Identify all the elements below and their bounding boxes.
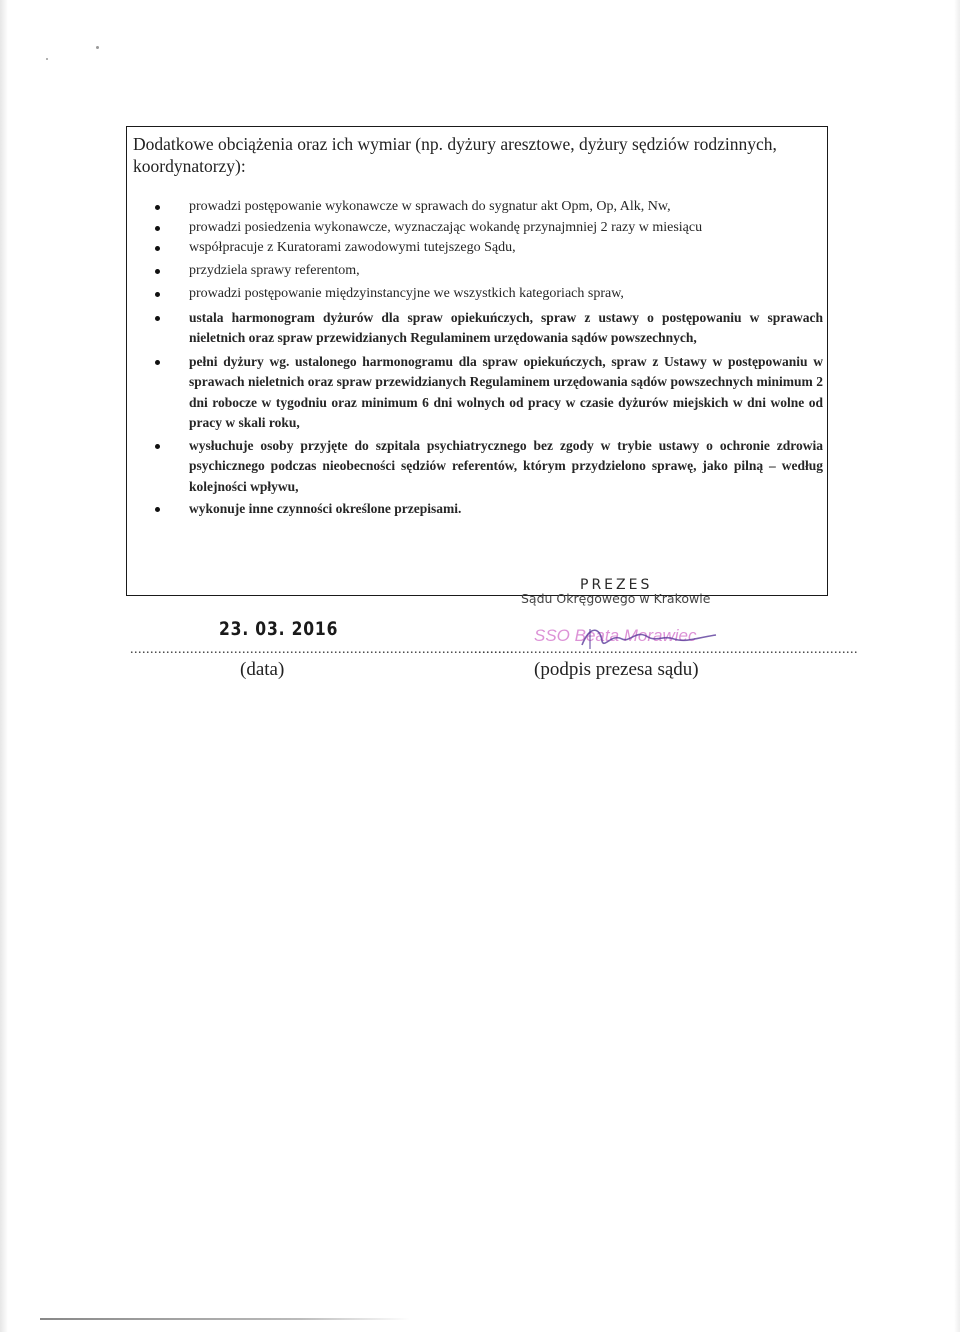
list-item: [127, 436, 827, 498]
date-dotted-line: ................................................................................................: [130, 642, 514, 657]
list-item-text: prowadzi postępowanie międzyinstancyjne we wszystkich kategoriach spraw,: [189, 286, 624, 301]
list-item: [127, 218, 827, 239]
date-caption: (data): [240, 659, 285, 680]
bullet-icon: [155, 507, 160, 512]
bullet-icon: [155, 269, 160, 274]
bullet-icon: [155, 316, 160, 321]
signature-caption: (podpis prezesa sądu): [534, 659, 699, 680]
scan-edge-left: [0, 0, 8, 1332]
list-item-text: pełni dyżury wg. ustalonego harmonogramu dla spraw opiekuńczych, spraw z Ustawy w postępowaniu w sprawach nieletnich oraz spraw przewidzianych Regulaminem urzędowania sądów powszechnych minimum 2 dni robocze w tygodniu oraz minimum 6 dni wolnych od pracy w czasie dyżurów miejskich w dni wolne od pracy w skali roku,: [189, 353, 823, 430]
list-item: [127, 197, 827, 218]
bullet-icon: [155, 444, 160, 449]
bullet-icon: [155, 360, 160, 365]
list-item-text: ustala harmonogram dyżurów dla spraw opiekuńczych, spraw z ustawy o postępowaniu w sprawach nieletnich oraz spraw przewidzianych Regulaminem urzędowania sądów powszechnych,: [189, 309, 823, 345]
signature-dotted-line: ................................................................................................: [474, 642, 858, 657]
list-item-text: przydziela sprawy referentom,: [189, 262, 360, 278]
list-item: [127, 308, 827, 349]
list-item-text: współpracuje z Kuratorami zawodowymi tutejszego Sądu,: [189, 240, 516, 255]
list-item-text: wysłuchuje osoby przyjęte do szpitala psychiatrycznego bez zgody w trybie ustawy o ochronie zdrowia psychicznego podczas nieobecności sędziów referentów, którym przydzielono sprawę, jako pilną – według kolejności wpływu,: [189, 437, 823, 494]
box-heading: Dodatkowe obciążenia oraz ich wymiar (np. dyżury aresztowe, dyżury sędziów rodzinnych, koordynatorzy):: [133, 134, 777, 176]
duties-list: [127, 197, 827, 520]
stamp-subtitle: Sądu Okręgowego w Krakowie: [521, 591, 711, 606]
stamp-title: PREZES: [580, 577, 653, 593]
list-item: [127, 499, 827, 520]
duties-box: [126, 126, 828, 596]
scan-speck: [96, 46, 99, 49]
list-item: [127, 238, 827, 259]
list-item: [127, 284, 827, 305]
scan-bottom-edge: [40, 1318, 410, 1320]
bullet-icon: [155, 226, 160, 231]
list-item: [127, 261, 827, 282]
bullet-icon: [155, 205, 160, 210]
bullet-icon: [155, 246, 160, 251]
list-item-text: wykonuje inne czynności określone przepisami.: [189, 501, 462, 516]
list-item: [127, 352, 827, 434]
signature-stamp-text: SSO Beata Morawiec: [534, 626, 697, 645]
scan-edge-right: [954, 0, 960, 1332]
list-item-text: prowadzi posiedzenia wykonawcze, wyznaczając wokandę przynajmniej 2 razy w miesiącu: [189, 219, 703, 235]
bullet-icon: [155, 292, 160, 297]
date-value: 23. 03. 2016: [219, 618, 339, 640]
scan-speck: [46, 58, 48, 60]
list-item-text: prowadzi postępowanie wykonawcze w sprawach do sygnatur akt Opm, Op, Alk, Nw,: [189, 199, 671, 214]
